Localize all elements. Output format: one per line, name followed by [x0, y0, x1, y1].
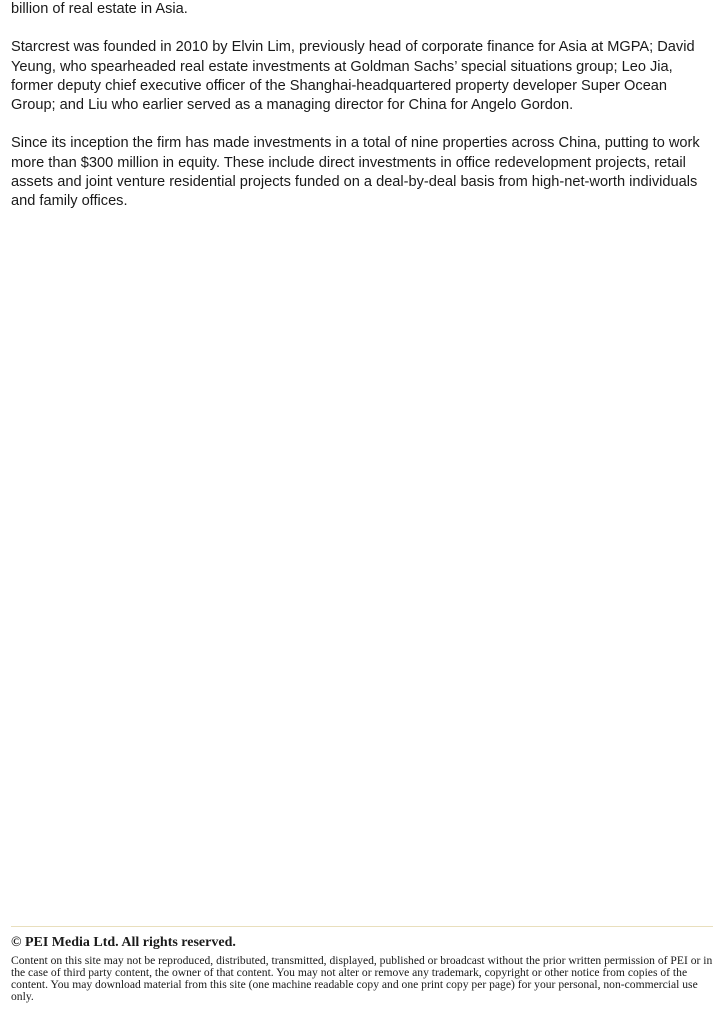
article-paragraph: Since its inception the firm has made investments in a total of nine properties across China, putting to work more than $300 million in equity. These include direct investments in office redevelopment projects, retail assets and joint venture residential projects funded on a deal-by-deal basis from high-net-worth individuals and family offices.: [11, 135, 700, 210]
page-footer: [11, 926, 713, 1003]
article-paragraph: billion of real estate in Asia.: [11, 1, 188, 17]
article-body: [11, 0, 711, 231]
copyright-notice: © PEI Media Ltd. All rights reserved.: [11, 935, 236, 950]
article-paragraph: Starcrest was founded in 2010 by Elvin Lim, previously head of corporate finance for Asia at MGPA; David Yeung, who spearheaded real estate investments at Goldman Sachs’ special situations group; Leo Jia, former deputy chief executive officer of the Shanghai-headquartered property developer Super Ocean Group; and Liu who earlier served as a managing director for China for Angelo Gordon.: [11, 39, 695, 114]
legal-notice: Content on this site may not be reproduced, distributed, transmitted, displayed, published or broadcast without the prior written permission of PEI or in the case of third party content, the owner of that content. You may not alter or remove any trademark, copyright or other notice from copies of the content. You may download material from this site (one machine readable copy and one print copy per page) for your personal, non-commercial use only.: [11, 954, 713, 1003]
